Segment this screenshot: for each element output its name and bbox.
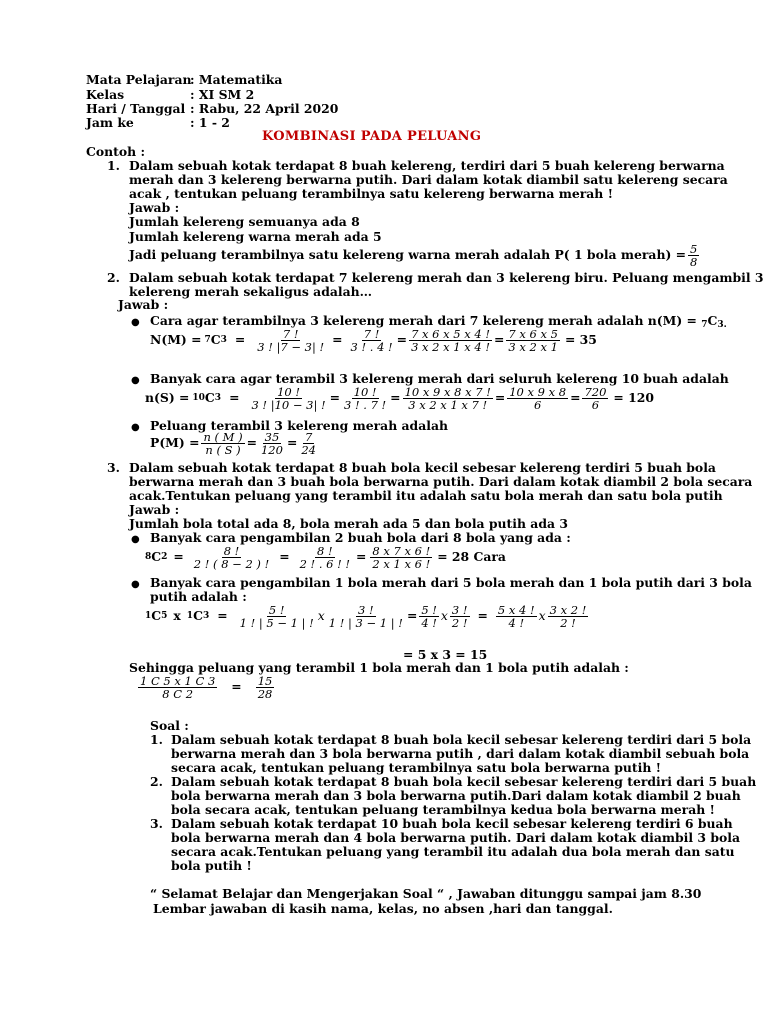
equals-sign: = — [217, 608, 228, 624]
ex2-number: 2. — [107, 270, 120, 285]
ex2-nm-frac3-num: 7 x 6 x 5 x 4 ! — [411, 327, 490, 341]
ex1-fraction — [688, 243, 699, 268]
ex2-nm-sub2: 3 — [220, 335, 227, 346]
ex2-ns-sub2: 3 — [214, 393, 222, 404]
ex2-ns-frac4 — [507, 386, 568, 411]
ex3-c8-frac2-den: 2 ! . 6 ! ! — [299, 557, 351, 572]
ex3-c8-frac1-den: 2 ! ( 8 − 2 ) ! — [193, 557, 270, 572]
ex3-c8-equation — [145, 545, 506, 570]
subject-value: : Matematika — [190, 72, 283, 87]
ex3-cc-frac6-den: 2 ! — [560, 616, 576, 631]
soal-label: Soal : — [150, 718, 189, 733]
ex2-nm-frac4 — [506, 328, 560, 353]
bullet-icon: ● — [131, 375, 140, 386]
ex1-fraction-den: 8 — [690, 255, 698, 270]
times-sign: x — [317, 608, 325, 624]
ex3-cc-frac6-num: 3 x 2 ! — [549, 603, 587, 617]
ex2-pm-frac2-num: 35 — [264, 430, 280, 444]
ex3-cc-sub4: 3 — [202, 611, 210, 622]
ex2-ns-c: C — [204, 390, 215, 406]
ex2-nm-frac1 — [255, 328, 326, 353]
q1-line2: berwarna merah dan 3 bola berwarna putih , dari dalam kotak diambil sebuah bola — [171, 746, 750, 761]
ex2-nm-label: N(M) = — [150, 332, 202, 348]
equals-sign: = — [229, 390, 240, 406]
ex2-nm-frac2-den: 3 ! . 4 ! — [350, 340, 393, 355]
ex2-pm-frac2-den: 120 — [260, 443, 283, 458]
ex3-sehingga: Sehingga peluang yang terambil 1 bola merah dan 1 bola putih adalah : — [129, 660, 629, 675]
ex1-line3: acak , tentukan peluang terambilnya satu kelereng berwarna merah ! — [129, 186, 614, 201]
ex2-ns-sub1: 10 — [192, 393, 205, 404]
contoh-label: Contoh : — [86, 144, 146, 159]
ex2-ns-frac3 — [403, 386, 493, 411]
ex2-pm-frac3 — [299, 431, 318, 456]
ex1-answer3 — [129, 243, 701, 268]
ex3-cc-frac3-den: 4 ! — [421, 616, 437, 631]
equals-sign: = — [231, 679, 242, 695]
ex2-nm-frac4-num: 7 x 6 x 5 — [508, 327, 558, 341]
ex2-ns-frac1 — [249, 386, 327, 411]
footer-line2: Lembar jawaban di kasih nama, kelas, no absen ,hari dan tanggal. — [153, 901, 613, 916]
times-sign: x — [538, 608, 546, 624]
ex3-final-frac1 — [138, 675, 217, 700]
ex3-c8-frac2-num: 8 ! — [317, 544, 333, 558]
equals-sign: = — [246, 435, 257, 451]
ex1-answer2: Jumlah kelereng warna merah ada 5 — [129, 229, 382, 244]
ex3-cc-frac1-den: 1 ! | 5 − 1 | ! — [239, 616, 314, 631]
ex2-bullet1-c: C — [707, 313, 718, 328]
equals-sign: = — [329, 390, 341, 406]
ex3-cc-frac2-num: 3 ! — [358, 603, 374, 617]
ex3-cc-frac4 — [450, 604, 470, 629]
ex1-line1: Dalam sebuah kotak terdapat 8 buah kelereng, terdiri dari 5 buah kelereng berwarna — [129, 158, 725, 173]
ex3-cc-sub3: 1 — [186, 611, 194, 622]
ex3-cc-frac2 — [327, 604, 405, 629]
ex2-ns-frac5-den: 6 — [591, 398, 600, 413]
ex3-bullet2-line2: putih adalah : — [150, 589, 247, 604]
ex2-nm-c: C — [210, 332, 221, 348]
ex3-cc-frac4-den: 2 ! — [451, 616, 468, 631]
ex3-cc-frac5-den: 4 ! — [508, 616, 525, 631]
ex3-line3: acak.Tentukan peluang yang terambil itu adalah satu bola merah dan satu bola putih — [129, 488, 723, 503]
q2-line2: bola berwarna merah dan 3 bola berwarna putih.Dari dalam kotak diambil 2 buah — [171, 788, 741, 803]
ex2-pm-frac1 — [201, 431, 244, 456]
ex1-line2: merah dan 3 kelereng berwarna putih. Dari dalam kotak diambil satu kelereng secara — [129, 172, 728, 187]
ex2-pm-equation — [150, 431, 320, 456]
ex2-ns-frac1-den: 3 ! |10 − 3| ! — [251, 398, 326, 413]
ex2-ns-frac4-num: 10 x 9 x 8 — [509, 385, 567, 399]
ex2-nm-frac3 — [409, 328, 492, 353]
equals-sign: = — [494, 390, 506, 406]
ex3-c8-frac3-num: 8 x 7 x 6 ! — [372, 544, 431, 558]
ex2-nm-frac1-den: 3 ! |7 − 3| ! — [257, 340, 325, 355]
ex2-ns-frac2-den: 3 ! . 7 ! — [344, 398, 387, 413]
date-label: Hari / Tanggal — [86, 101, 186, 116]
ex3-c8-frac1 — [192, 545, 271, 570]
ex2-line1: Dalam sebuah kotak terdapat 7 kelereng merah dan 3 kelereng biru. Peluang mengambil 3 — [129, 270, 764, 285]
ex1-number: 1. — [107, 158, 120, 173]
ex2-bullet2: Banyak cara agar terambil 3 kelereng merah dari seluruh kelereng 10 buah adalah — [150, 371, 729, 386]
ex2-ns-frac3-num: 10 x 9 x 8 x 7 ! — [404, 385, 491, 399]
ex3-cc-c1: C — [151, 608, 162, 624]
ex3-cc-frac5 — [496, 604, 537, 629]
q3-number: 3. — [150, 816, 163, 831]
ex1-jawab: Jawab : — [129, 200, 180, 215]
ex2-bullet1-sub1: 7 — [701, 320, 708, 330]
ex2-ns-frac2-num: 10 ! — [353, 385, 377, 399]
bullet-icon: ● — [131, 579, 140, 590]
q3-line2: bola berwarna merah dan 4 bola berwarna putih. Dari dalam kotak diambil 3 bola — [171, 830, 740, 845]
ex2-ns-frac5 — [582, 386, 608, 411]
ex3-c8-frac1-num: 8 ! — [223, 544, 240, 558]
ex1-fraction-num: 5 — [690, 242, 698, 256]
ex3-cc-sub1: 1 — [145, 611, 152, 622]
ex2-bullet1-text: Cara agar terambilnya 3 kelereng merah dari 7 kelereng merah adalah n(M) = — [150, 313, 702, 328]
ex3-cc-frac2-den: 1 ! | 3 − 1 | ! — [328, 616, 403, 631]
period-value: : 1 - 2 — [190, 115, 230, 130]
ex2-nm-frac1-num: 7 ! — [282, 327, 299, 341]
ex3-bullet2-line1: Banyak cara pengambilan 1 bola merah dari 5 bola merah dan 1 bola putih dari 3 bola — [150, 575, 752, 590]
ex2-nm-equation — [150, 328, 597, 353]
ex2-pm-frac1-num: n ( M ) — [203, 430, 243, 444]
equals-sign: = — [356, 549, 367, 565]
ex2-nm-frac2-num: 7 ! — [363, 327, 380, 341]
page-title: KOMBINASI PADA PELUANG — [262, 129, 482, 144]
ex3-c8-frac3 — [370, 545, 432, 570]
q3-line1: Dalam sebuah kotak terdapat 10 buah bola kecil sebesar kelereng terdiri 6 buah — [171, 816, 733, 831]
equals-sign: = — [390, 390, 401, 406]
ex2-jawab: Jawab : — [118, 297, 169, 312]
period-label: Jam ke — [86, 115, 134, 130]
ex2-nm-result: = 35 — [564, 332, 597, 348]
ex3-jawab: Jawab : — [129, 502, 180, 517]
ex3-line1: Dalam sebuah kotak terdapat 8 buah bola kecil sebesar kelereng terdiri 5 buah bola — [129, 460, 716, 475]
ex2-nm-frac3-den: 3 x 2 x 1 x 4 ! — [411, 340, 490, 355]
equals-sign: = — [173, 549, 184, 565]
ex2-line2: kelereng merah sekaligus adalah… — [129, 284, 373, 299]
ex2-bullet1-sub2: 3. — [717, 320, 727, 330]
bullet-icon: ● — [131, 534, 140, 545]
equals-sign: = — [279, 549, 290, 565]
ex3-final-frac2 — [256, 675, 275, 700]
bullet-icon: ● — [131, 422, 140, 433]
footer-line1: “ Selamat Belajar dan Mengerjakan Soal “ , Jawaban ditunggu sampai jam 8.30 — [150, 886, 702, 901]
q2-line1: Dalam sebuah kotak terdapat 8 buah bola kecil sebesar kelereng terdiri dari 5 buah — [171, 774, 757, 789]
ex3-final-frac1-den: 8 C 2 — [162, 687, 194, 702]
ex2-bullet3: Peluang terambil 3 kelereng merah adalah — [150, 418, 448, 433]
ex2-ns-frac2 — [342, 386, 388, 411]
class-label: Kelas — [86, 87, 125, 102]
equals-sign: = — [286, 435, 298, 451]
equals-sign: = — [406, 608, 418, 624]
ex2-ns-equation — [145, 386, 654, 411]
ex2-pm-frac3-num: 7 — [304, 430, 313, 444]
ex3-cc-frac6 — [548, 604, 589, 629]
q2-line3: bola secara acak, tentukan peluang terambilnya kedua bola berwarna merah ! — [171, 802, 715, 817]
ex3-number: 3. — [107, 460, 120, 475]
ex2-pm-frac3-den: 24 — [301, 443, 316, 458]
q3-line3: secara acak.Tentukan peluang yang terambil itu adalah dua bola merah dan satu — [171, 844, 735, 859]
times-sign: x — [173, 608, 181, 624]
ex2-pm-frac2 — [259, 431, 285, 456]
ex3-answer1: Jumlah bola total ada 8, bola merah ada 5 dan bola putih ada 3 — [129, 516, 568, 531]
ex3-final-frac2-num: 15 — [257, 674, 273, 688]
ex3-c8-frac2 — [298, 545, 352, 570]
ex2-ns-frac1-num: 10 ! — [277, 385, 300, 399]
bullet-icon: ● — [131, 317, 140, 328]
ex2-pm-label: P(M) = — [150, 435, 200, 451]
ex1-answer1: Jumlah kelereng semuanya ada 8 — [129, 214, 360, 229]
equals-sign: = — [494, 332, 505, 348]
subject-label: Mata Pelajaran — [86, 72, 192, 87]
ex3-cc-frac3 — [419, 604, 439, 629]
q2-number: 2. — [150, 774, 163, 789]
equals-sign: = — [570, 390, 581, 406]
ex3-c8-frac3-den: 2 x 1 x 6 ! — [372, 557, 431, 572]
ex2-ns-label: n(S) = — [145, 390, 190, 406]
ex3-cc-frac1 — [238, 604, 316, 629]
ex3-cc-frac1-num: 5 ! — [268, 603, 285, 617]
ex3-c8-sub1: 8 — [145, 552, 152, 563]
ex3-cc-frac4-num: 3 ! — [451, 603, 468, 617]
ex3-final-frac1-num: 1 C 5 x 1 C 3 — [140, 674, 216, 688]
ex3-cc-equation — [145, 604, 590, 629]
equals-sign: = — [332, 332, 343, 348]
q1-number: 1. — [150, 732, 163, 747]
equals-sign: = — [477, 608, 488, 624]
q1-line3: secara acak, tentukan peluang terambilnya satu bola berwarna putih ! — [171, 760, 662, 775]
ex3-cc-c2: C — [193, 608, 203, 624]
equals-sign: = — [234, 332, 246, 348]
ex3-cc-frac3-num: 5 ! — [421, 603, 437, 617]
ex2-ns-frac4-den: 6 — [533, 398, 542, 413]
ex3-cc-frac5-num: 5 x 4 ! — [497, 603, 535, 617]
ex3-c8-c: C — [151, 549, 162, 565]
equals-sign: = — [396, 332, 408, 348]
ex2-ns-frac5-num: 720 — [584, 385, 607, 399]
ex3-final-equation — [136, 675, 276, 700]
ex3-cc-result: = 5 x 3 = 15 — [403, 647, 488, 662]
ex2-nm-frac4-den: 3 x 2 x 1 — [508, 340, 558, 355]
q1-line1: Dalam sebuah kotak terdapat 8 buah bola kecil sebesar kelereng terdiri dari 5 bola — [171, 732, 752, 747]
q3-line4: bola putih ! — [171, 858, 252, 873]
ex2-nm-sub1: 7 — [204, 335, 211, 346]
ex3-bullet1: Banyak cara pengambilan 2 buah bola dari 8 bola yang ada : — [150, 530, 571, 545]
ex3-line2: berwarna merah dan 3 buah bola berwarna putih. Dari dalam kotak diambil 2 bola secara — [129, 474, 753, 489]
ex3-c8-result: = 28 Cara — [437, 549, 506, 565]
ex3-c8-sub2: 2 — [161, 552, 168, 563]
times-sign: x — [440, 608, 448, 624]
class-value: : XI SM 2 — [190, 87, 255, 102]
ex3-cc-sub2: 5 — [161, 611, 168, 622]
ex2-ns-result: = 120 — [613, 390, 654, 406]
date-value: : Rabu, 22 April 2020 — [190, 101, 339, 116]
ex2-nm-frac2 — [349, 328, 395, 353]
ex2-ns-frac3-den: 3 x 2 x 1 x 7 ! — [408, 398, 488, 413]
ex3-final-frac2-den: 28 — [257, 687, 273, 702]
ex1-answer3-text: Jadi peluang terambilnya satu kelereng warna merah adalah P( 1 bola merah) = — [129, 247, 687, 263]
ex2-pm-frac1-den: n ( S ) — [205, 443, 241, 458]
